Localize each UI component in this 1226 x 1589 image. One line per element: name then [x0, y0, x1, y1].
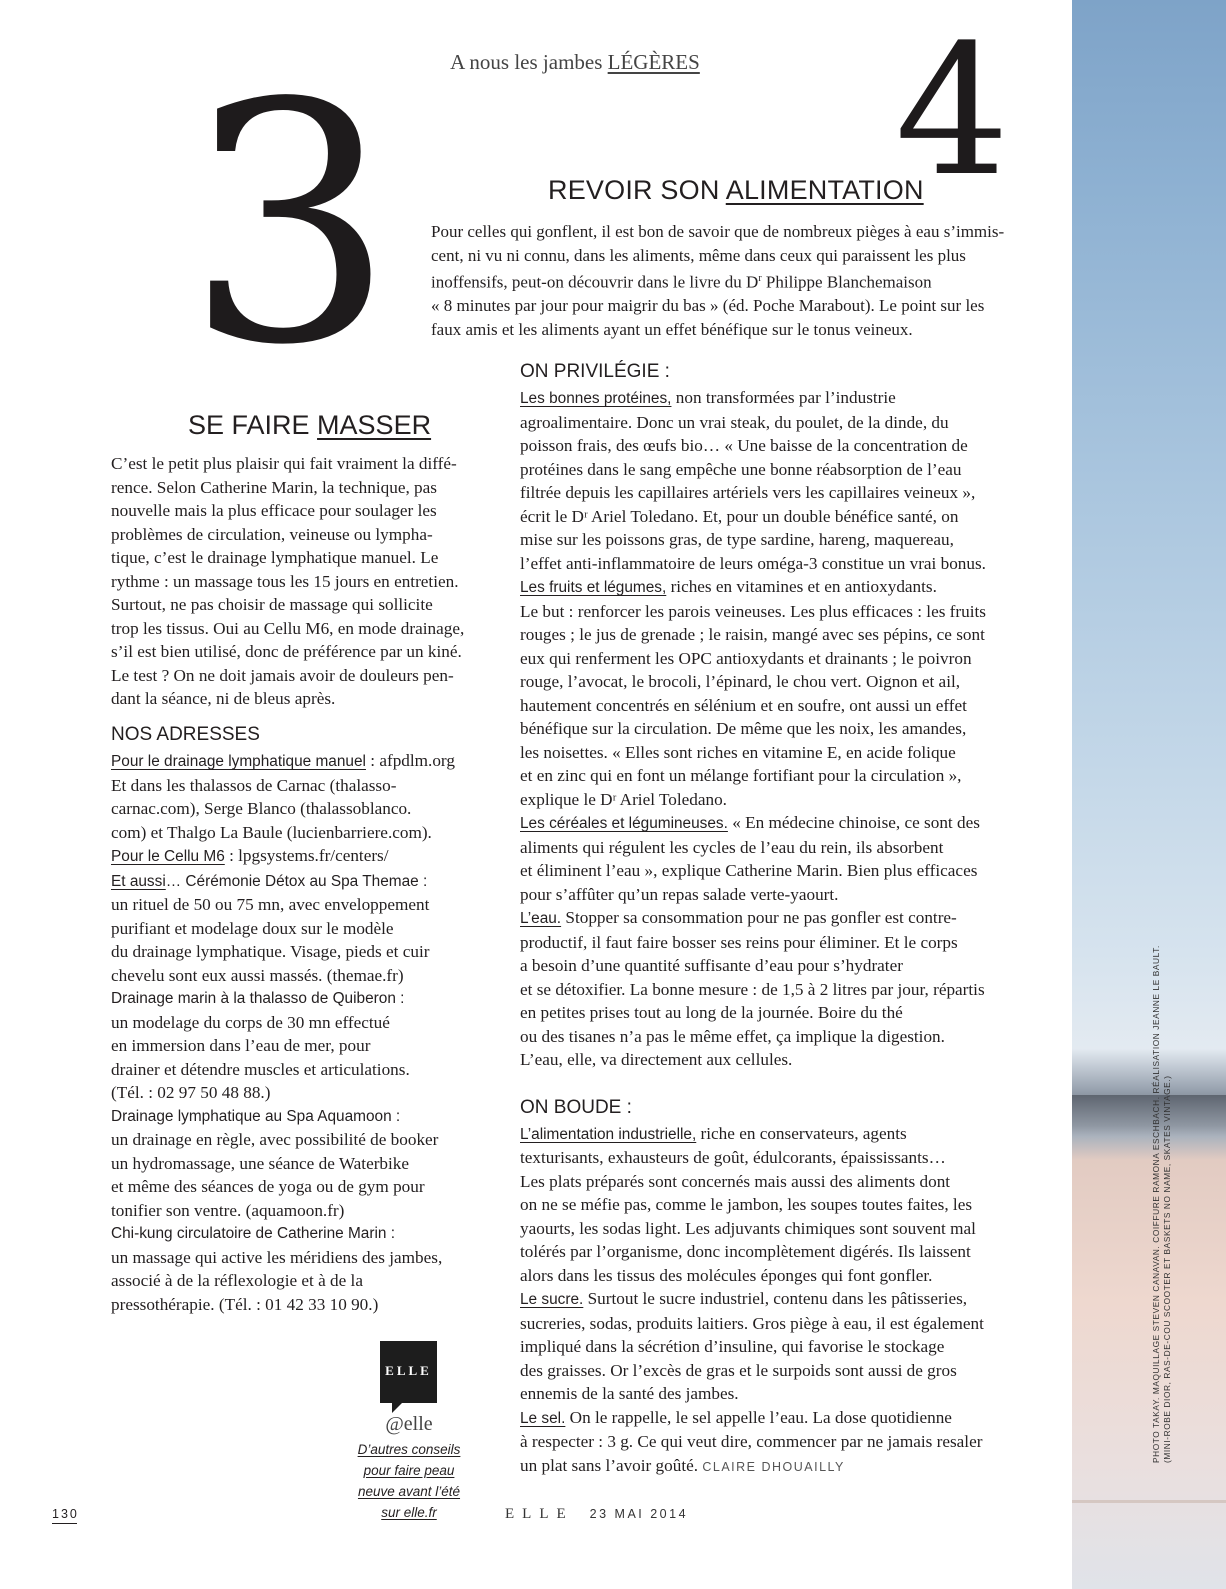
item-line: tolérés par l’organisme, donc incomplètement digérés. Ils laissent: [520, 1242, 971, 1261]
item-line: ennemis de la santé des jambes.: [520, 1384, 739, 1403]
page-footer: [505, 1506, 688, 1523]
item-line: protéines dans le sang empêche une bonne réabsorption de l’eau: [520, 459, 962, 479]
privilegie-item: [520, 906, 1015, 1072]
section4-title-emphasis: ALIMENTATION: [725, 175, 924, 205]
item-text: Surtout le sucre industriel, contenu dans les pâtisseries,: [583, 1289, 968, 1308]
item-line: [520, 575, 1015, 600]
item-line: [520, 1122, 1015, 1147]
item-lead: Les bonnes protéines,: [520, 390, 672, 407]
promo-line: [345, 1439, 473, 1460]
item-line: eux qui renferment les OPC antioxydants et drainants ; le poivron: [520, 648, 972, 668]
address-line: en immersion dans l’eau de mer, pour: [111, 1036, 371, 1055]
item-line: [520, 386, 1015, 411]
photo-strip: [1072, 0, 1226, 1589]
item-lead: Les fruits et légumes,: [520, 579, 667, 596]
item-lead: Le sel.: [520, 1409, 566, 1427]
body-line: rence. Selon Catherine Marin, la technique, pas: [111, 477, 437, 497]
intro-superscript: r: [758, 273, 762, 284]
promo-text: pour faire peau: [363, 1463, 455, 1478]
section4-intro: [431, 220, 1031, 341]
address-line: drainer et détendre muscles et articulations.: [111, 1059, 410, 1079]
item-line: poisson frais, des œufs bio… « Une baisse de la concentration de: [520, 436, 968, 455]
privilegie-item: [520, 386, 1015, 575]
address-entry: [111, 1105, 480, 1223]
item-line: rouge, l’avocat, le brocoli, l’épinard, le chou vert. Oignon et ail,: [520, 672, 961, 691]
item-line: Le but : renforcer les parois veineuses. Les plus efficaces : les fruits: [520, 601, 986, 621]
item-text: non transformées par l’industrie: [671, 388, 896, 407]
privilegie-item: [520, 575, 1015, 811]
item-text: « En médecine chinoise, ce sont des: [727, 813, 980, 832]
item-line: productif, il faut faire bosser ses reins pour éliminer. Et le corps: [520, 932, 958, 952]
item-line: aliments qui régulent les cycles de l’eau du rein, ils absorbent: [520, 837, 944, 857]
page-number-rule: [52, 1523, 77, 1524]
item-line: sucreries, sodas, produits laitiers. Gros piège à eau, il est également: [520, 1313, 984, 1333]
item-line: a besoin d’une quantité suffisante d’eau pour s’hydrater: [520, 956, 903, 975]
item-line: [520, 1454, 1015, 1480]
page-number: 130: [52, 1507, 79, 1521]
on-boude-heading: ON BOUDE :: [520, 1096, 632, 1118]
address-entry: [111, 1222, 480, 1316]
item-line: et éliminent l’eau », explique Catherine Marin. Bien plus efficaces: [520, 861, 978, 880]
address-line: un drainage en règle, avec possibilité de booker: [111, 1130, 439, 1149]
promo-line: [345, 1481, 473, 1502]
item-line: yaourts, les sodas light. Les adjuvants chimiques sont souvent mal: [520, 1218, 976, 1238]
boude-item: [520, 1122, 1015, 1288]
item-line: et se détoxifier. La bonne mesure : de 1,5 à 2 litres par jour, répartis: [520, 979, 985, 999]
credit-line: PHOTO TAKAY. MAQUILLAGE STEVEN CANAVAN. COIFFURE RAMONA ESCHBACH. RÉALISATION JEANNE LE BAULT.: [1151, 945, 1161, 1463]
credit-line: (MINI-ROBE DIOR, RAS-DE-COU SCOOTER ET BASKETS NO NAME, SKATES VINTAGE.): [1162, 1075, 1172, 1463]
address-line: pressothérapie. (Tél. : 01 42 33 10 90.): [111, 1294, 379, 1314]
item-line: L’eau, elle, va directement aux cellules.: [520, 1050, 793, 1069]
elle-social-badge[interactable]: [380, 1341, 437, 1403]
address-line: [111, 749, 480, 774]
section4-body: [520, 360, 1015, 1479]
boude-item: [520, 1406, 1015, 1480]
item-line: [520, 1287, 1015, 1312]
promo-text: sur elle.fr: [381, 1505, 437, 1520]
body-line: nouvelle mais la plus efficace pour soulager les: [111, 501, 437, 520]
section-number-3: 3: [185, 33, 395, 417]
item-line: on ne se méfie pas, comme le jambon, les soupes toutes faites, les: [520, 1195, 973, 1214]
address-line: un modelage du corps de 30 mn effectué: [111, 1012, 390, 1032]
section3-title: [188, 410, 431, 441]
address-line: Et dans les thalassos de Carnac (thalasso-: [111, 775, 397, 795]
item-line: bénéfique sur la circulation. De même que les noix, les amandes,: [520, 719, 967, 738]
body-line: dant la séance, ni de bleus après.: [111, 689, 336, 708]
item-line: des graisses. Or l’excès de gras et le surpoids sont aussi de gros: [520, 1360, 957, 1380]
intro-text: Philippe Blanchemaison: [761, 272, 932, 292]
item-text: Stopper sa consommation pour ne pas gonfler est contre-: [561, 908, 957, 927]
body-line: C’est le petit plus plaisir qui fait vraiment la diffé-: [111, 454, 457, 473]
section4-title: [548, 175, 924, 206]
intro-text: inoffensifs, peut-on découvrir dans le livre du D: [431, 272, 759, 292]
intro-line: « 8 minutes par jour pour maigrir du bas » (éd. Poche Marabout). Le point sur les: [431, 296, 985, 316]
address-line: [111, 869, 480, 894]
addresses-block: [111, 723, 480, 1316]
body-line: trop les tissus. Oui au Cellu M6, en mode drainage,: [111, 618, 465, 638]
item-line: Les plats préparés sont concernés mais aussi des aliments dont: [520, 1171, 951, 1191]
address-lead: Drainage marin à la thalasso de Quiberon :: [111, 990, 405, 1007]
address-lead: Et aussi: [111, 872, 166, 890]
item-text: riches en vitamines et en antioxydants.: [666, 577, 937, 596]
section3-title-emphasis: MASSER: [317, 410, 432, 440]
item-text: un plat sans l’avoir goûté.: [520, 1455, 703, 1475]
item-line: et en zinc qui en font un mélange fortifiant pour la circulation »,: [520, 766, 962, 785]
kicker-prefix: A nous les jambes: [450, 50, 608, 74]
item-line: pour s’affûter qu’un repas salade verte-yaourt.: [520, 884, 839, 904]
address-entry: [111, 987, 480, 1105]
address-line: un rituel de 50 ou 75 mn, avec enveloppement: [111, 895, 430, 914]
item-line: filtrée depuis les capillaires artériels vers les capillaires veineux »,: [520, 483, 976, 502]
privilegie-item: [520, 811, 1015, 906]
intro-line: cent, ni vu ni connu, dans les aliments, même dans ceux qui paraissent les plus: [431, 245, 966, 265]
address-line: du drainage lymphatique. Visage, pieds et cuir: [111, 942, 430, 961]
body-line: Surtout, ne pas choisir de massage qui sollicite: [111, 595, 433, 614]
promo-text: neuve avant l’été: [357, 1484, 461, 1499]
item-line: agroalimentaire. Donc un vrai steak, du poulet, de la dinde, du: [520, 412, 949, 432]
item-line: [520, 811, 1015, 836]
body-line: s’il est bien utilisé, donc de préférence par un kiné.: [111, 642, 462, 661]
item-lead: L’alimentation industrielle,: [520, 1125, 697, 1143]
address-line: (Tél. : 02 97 50 48 88.): [111, 1083, 271, 1102]
footer-magazine: ELLE: [505, 1506, 574, 1522]
promo-link[interactable]: [345, 1439, 473, 1523]
address-line: un hydromassage, une séance de Waterbike: [111, 1153, 410, 1173]
item-lead: Le sucre.: [520, 1291, 584, 1308]
body-line: rythme : un massage tous les 15 jours en entretien.: [111, 571, 459, 591]
section3-title-prefix: SE FAIRE: [188, 410, 318, 440]
intro-line: faux amis et les aliments ayant un effet bénéfique sur le tonus veineux.: [431, 319, 913, 339]
address-line: associé à de la réflexologie et à de la: [111, 1271, 363, 1290]
address-entry: [111, 844, 480, 869]
address-entry: [111, 749, 480, 844]
address-text: … Cérémonie Détox au Spa Themae :: [165, 872, 428, 890]
address-lead: Chi-kung circulatoire de Catherine Marin :: [111, 1225, 395, 1242]
address-entry: [111, 869, 480, 988]
elle-badge-logo: ELLE: [385, 1363, 432, 1378]
address-line: tonifier son ventre. (aquamoon.fr): [111, 1200, 345, 1220]
address-lead: Drainage lymphatique au Spa Aquamoon :: [111, 1107, 401, 1125]
photo-ground-streak: [1072, 1500, 1226, 1503]
elle-handle: @elle: [385, 1413, 433, 1435]
item-line: texturisants, exhausteurs de goût, édulcorants, épaississants…: [520, 1148, 946, 1167]
address-text: : lpgsystems.fr/centers/: [224, 846, 389, 865]
section3-body: [111, 452, 480, 711]
body-line: tique, c’est le drainage lymphatique manuel. Le: [111, 548, 439, 567]
promo-line: [345, 1460, 473, 1481]
address-lead: Pour le Cellu M6: [111, 848, 225, 865]
item-text: riche en conservateurs, agents: [696, 1123, 907, 1143]
address-line: carnac.com), Serge Blanco (thalassoblanco.: [111, 799, 412, 818]
address-line: com) et Thalgo La Baule (lucienbarriere.com).: [111, 822, 432, 842]
addresses-heading: NOS ADRESSES: [111, 724, 260, 745]
item-line: écrit le Dʳ Ariel Toledano. Et, pour un double bénéfice santé, on: [520, 506, 959, 526]
item-line: en petites prises tout au long de la journée. Boire du thé: [520, 1003, 903, 1022]
photo-horizon-band: [1072, 1095, 1226, 1125]
author-signature: CLAIRE DHOUAILLY: [702, 1459, 845, 1474]
address-lead: Pour le drainage lymphatique manuel: [111, 753, 366, 770]
address-line: un massage qui active les méridiens des jambes,: [111, 1247, 443, 1267]
intro-line: [431, 267, 1031, 294]
item-line: [520, 906, 1015, 931]
photo-credit: [1151, 903, 1173, 1463]
item-line: explique le Dʳ Ariel Toledano.: [520, 789, 727, 809]
on-privilegie-heading: ON PRIVILÉGIE :: [520, 361, 670, 382]
section4-title-prefix: REVOIR SON: [548, 175, 726, 205]
item-lead: Les céréales et légumineuses.: [520, 815, 728, 832]
boude-item: [520, 1287, 1015, 1406]
promo-text: D’autres conseils: [357, 1442, 461, 1457]
address-line: chevelu sont eux aussi massés. (themae.fr): [111, 965, 404, 985]
address-line: et même des séances de yoga ou de gym pour: [111, 1177, 425, 1196]
address-line: purifiant et modelage doux sur le modèle: [111, 918, 394, 938]
address-line: [111, 844, 480, 869]
item-line: rouges ; le jus de grenade ; le raisin, mangé avec ses pépins, ce sont: [520, 625, 985, 644]
promo-line: [345, 1502, 473, 1523]
section-number-4: 4: [895, 7, 1010, 216]
item-line: les noisettes. « Elles sont riches en vitamine E, en acide folique: [520, 742, 956, 762]
item-lead: L’eau.: [520, 910, 562, 927]
item-text: On le rappelle, le sel appelle l’eau. La dose quotidienne: [565, 1407, 952, 1427]
body-line: problèmes de circulation, veineuse ou lympha-: [111, 524, 433, 544]
item-line: ou des tisanes n’a pas le même effet, ça implique la digestion.: [520, 1026, 945, 1046]
address-text: : afpdlm.org: [365, 751, 455, 770]
intro-line: Pour celles qui gonflent, il est bon de savoir que de nombreux pièges à eau s’immis-: [431, 222, 1005, 241]
item-line: hautement concentrés en sélénium et en soufre, ont aussi un effet: [520, 695, 967, 715]
item-line: alors dans les tissus des molécules éponges qui font gonfler.: [520, 1265, 933, 1285]
kicker-emphasis: LÉGÈRES: [607, 50, 700, 74]
item-line: [520, 1406, 1015, 1431]
item-line: l’effet anti-inflammatoire de leurs oméga-3 constitue un vrai bonus.: [520, 553, 986, 573]
body-line: Le test ? On ne doit jamais avoir de douleurs pen-: [111, 665, 454, 685]
item-line: mise sur les poissons gras, de type sardine, hareng, maquereau,: [520, 530, 954, 549]
item-line: impliqué dans la sécrétion d’insuline, qui favorise le stockage: [520, 1337, 945, 1356]
footer-date: 23 MAI 2014: [589, 1507, 689, 1521]
item-line: à respecter : 3 g. Ce qui veut dire, commencer par ne jamais resaler: [520, 1432, 983, 1451]
